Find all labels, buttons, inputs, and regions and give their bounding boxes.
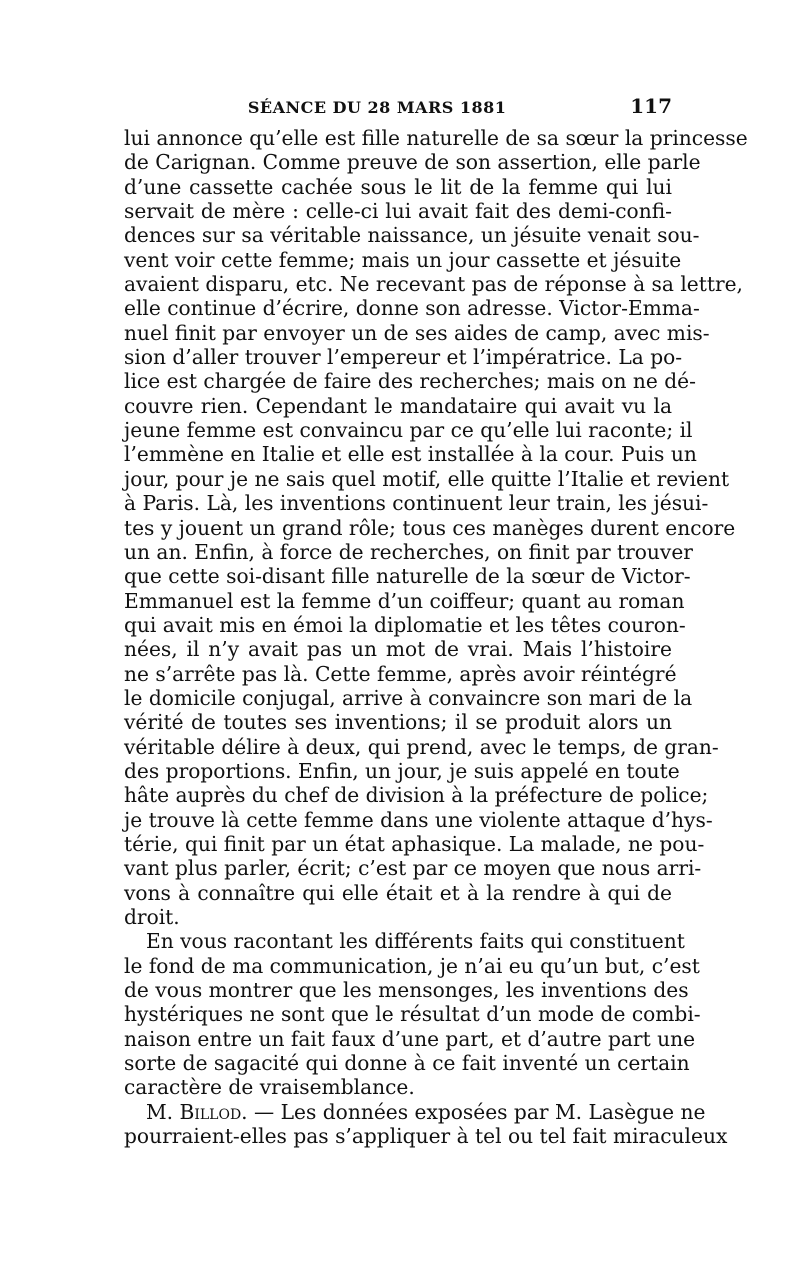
text-line: jour, pour je ne sais quel motif, elle quitte l’Italie et revient [124,466,730,491]
text-line: sion d’aller trouver l’empereur et l’impératrice. La po- [124,345,683,370]
text-line: M. Billod. — Les données exposées par M. Lasègue ne [146,1099,706,1124]
text-line: vent voir cette femme; mais un jour cassette et jésuite [124,247,682,272]
text-line: lice est chargée de faire des recherches; mais on ne dé- [124,369,696,394]
paragraph [124,1099,728,1149]
text-line: jeune femme est convaincu par ce qu’elle lui raconte; il [124,418,693,443]
text-line: lui annonce qu’elle est fille naturelle de sa sœur la princesse [124,126,748,150]
speaker-name: M. Billod. [146,1099,248,1124]
text-line: des proportions. Enfin, un jour, je suis appelé en toute [124,758,680,783]
text-line: couvre rien. Cependant le mandataire qui avait vu la [124,393,672,418]
page-number: 117 [630,94,672,118]
text-line: l’emmène en Italie et elle est installée à la cour. Puis un [124,442,697,467]
text-line: naison entre un fait faux d’une part, et d’autre part une [124,1026,696,1051]
text-line: d’une cassette cachée sous le lit de la femme qui lui [124,174,672,199]
text-line: tes y jouent un grand rôle; tous ces manèges durent encore [124,515,736,540]
text-line: véritable délire à deux, qui prend, avec le temps, de gran- [124,734,719,759]
text-line: En vous racontant les différents faits qui constituent [146,929,685,954]
text-line: hystériques ne sont que le résultat d’un mode de combi- [124,1002,701,1027]
text-line: vant plus parler, écrit; c’est par ce moyen que nous arri- [124,856,702,881]
paragraph [124,929,701,1100]
text-line: elle continue d’écrire, donne son adresse. Victor-Emma- [124,296,700,321]
text-line: vons à connaître qui elle était et à la rendre à qui de [124,880,672,905]
text-line: sorte de sagacité qui donne à ce fait inventé un certain [124,1051,690,1076]
text-line: avaient disparu, etc. Ne recevant pas de réponse à sa lettre, [124,272,743,297]
running-head [124,94,672,124]
text-line: nées, il n’y avait pas un mot de vrai. Mais l’histoire [124,637,672,662]
text-line: hâte auprès du chef de division à la préfecture de police; [124,783,709,808]
paragraph [124,126,748,929]
text-line: pourraient-elles pas s’appliquer à tel ou tel fait miraculeux [124,1124,728,1149]
text-line: de Carignan. Comme preuve de son assertion, elle parle [124,150,701,175]
text-line: qui avait mis en émoi la diplomatie et les têtes couron- [124,612,686,637]
text-line: caractère de vraisemblance. [124,1075,415,1100]
text-line: un an. Enfin, à force de recherches, on finit par trouver [124,539,693,564]
text-line: à Paris. Là, les inventions continuent leur train, les jésui- [124,491,709,516]
text-line: ne s’arrête pas là. Cette femme, après avoir réintégré [124,661,677,686]
text-line: Emmanuel est la femme d’un coiffeur; quant au roman [124,588,685,613]
text-line: dences sur sa véritable naissance, un jésuite venait sou- [124,223,700,248]
body-text [124,126,748,1149]
text-line: le domicile conjugal, arrive à convaincre son mari de la [124,685,693,710]
text-line: de vous montrer que les mensonges, les inventions des [124,978,689,1003]
text-line: térie, qui finit par un état aphasique. La malade, ne pou- [124,831,705,856]
running-title: SÉANCE DU 28 MARS 1881 [247,98,507,117]
text-line: que cette soi-disant fille naturelle de la sœur de Victor- [124,564,691,589]
text-line: droit. [124,905,180,929]
text-line: servait de mère : celle-ci lui avait fait des demi-confi- [124,199,672,224]
text-line: nuel finit par envoyer un de ses aides de camp, avec mis- [124,320,710,345]
text-line: le fond de ma communication, je n’ai eu qu’un but, c’est [124,953,700,978]
text-line: je trouve là cette femme dans une violente attaque d’hys- [124,807,713,832]
text-line: vérité de toutes ses inventions; il se produit alors un [124,710,672,735]
